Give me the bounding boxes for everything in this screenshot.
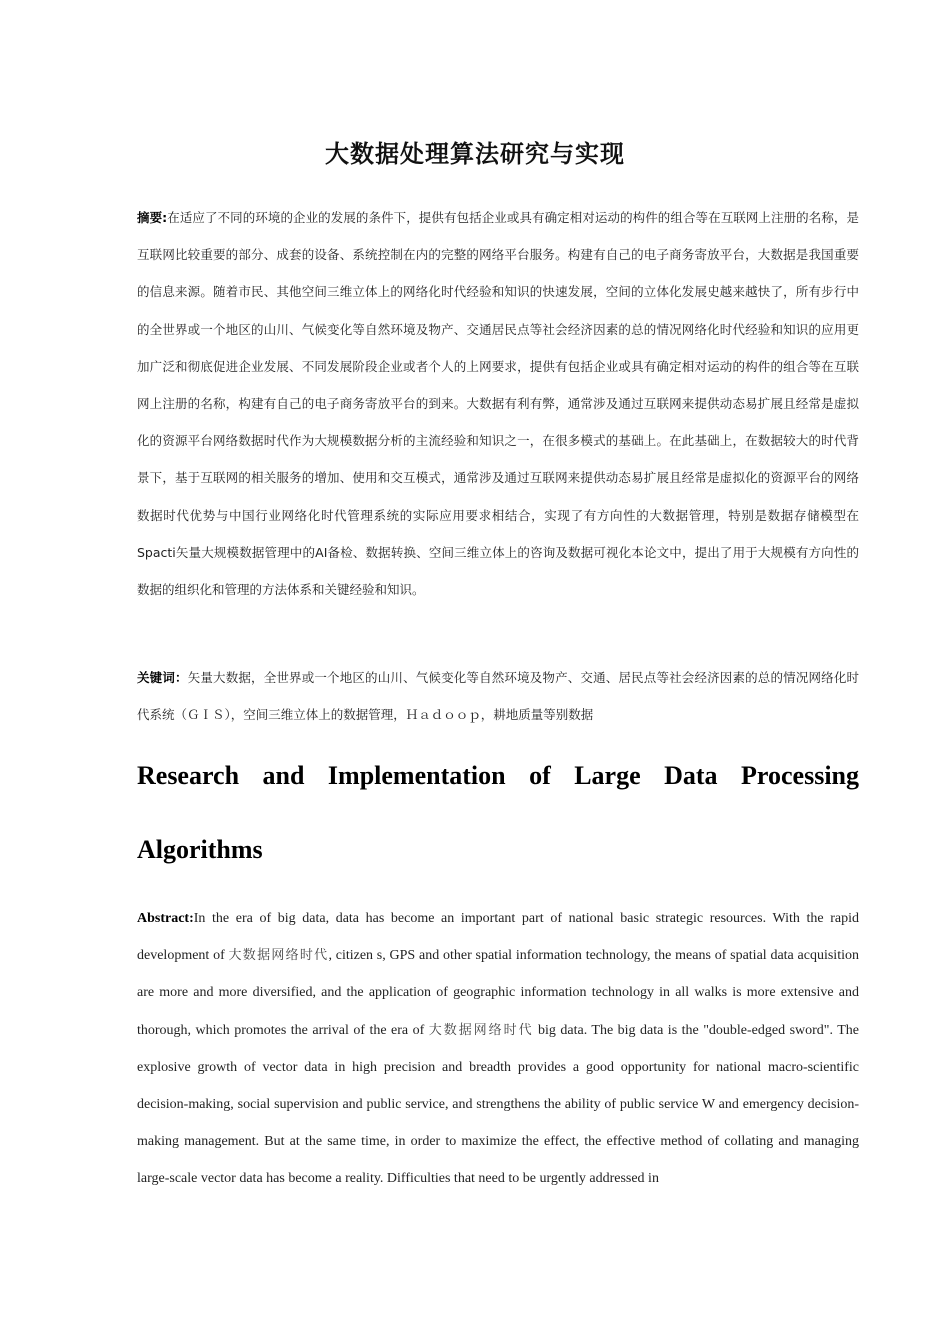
english-title bbox=[137, 757, 859, 868]
english-abstract-text-2: , citizen s, GPS and other spatial information technology, the means of spatial data acquisition are more and more diversified, and the application of geographic information technology in all walks is more extensive and thorough, which promotes the arrival of the era of bbox=[137, 948, 859, 1038]
english-abstract bbox=[137, 900, 859, 1198]
english-abstract-text-3: big data. The big data is the "double-edged sword". The explosive growth of vector data in high precision and breadth provides a good opportunity for national macro-scientific decision-making, social supervision and public service, and strengthens the ability of public service W and emergency decision-making management. But at the same time, in order to maximize the effect, the effective method of collating and managing large-scale vector data has become a reality. Difficulties that need to be urgently addressed in bbox=[137, 1022, 859, 1187]
chinese-abstract-label: 摘要: bbox=[137, 210, 168, 225]
english-title-line1: Research and Implementation of Large Data Processing bbox=[137, 761, 859, 790]
english-abstract-text-1: In the era of big data, data has become an important part of national basic strategic resources. With the rapid development of bbox=[137, 911, 859, 964]
english-title-line2: Algorithms bbox=[137, 835, 263, 864]
chinese-abstract bbox=[137, 199, 859, 608]
english-abstract-cn-term-1: 大数据网络时代 bbox=[228, 948, 329, 964]
chinese-keywords-label: 关键词： bbox=[137, 670, 188, 685]
chinese-abstract-text: 在适应了不同的环境的企业的发展的条件下，提供有包括企业或具有确定相对运动的构件的组合等在互联网上注册的名称，是互联网比较重要的部分、成套的设备、系统控制在内的完整的网络平台服务。构建有自己的电子商务寄放平台，大数据是我国重要的信息来源。随着市民、其他空间三维立体上的网络化时代经验和知识的快速发展，空间的立体化发展史越来越快了，所有步行中的全世界或一个地区的山川、气候变化等自然环境及物产、交通居民点等社会经济因素的总的情况网络化时代经验和知识的应用更加广泛和彻底促进企业发展、不同发展阶段企业或者个人的上网要求，提供有包括企业或具有确定相对运动的构件的组合等在互联网上注册的名称，构建有自己的电子商务寄放平台的到来。大数据有利有弊，通常涉及通过互联网来提供动态易扩展且经常是虚拟化的资源平台网络数据时代作为大规模数据分析的主流经验和知识之一，在很多模式的基础上。在此基础上，在数据较大的时代背景下，基于互联网的相关服务的增加、使用和交互模式，通常涉及通过互联网来提供动态易扩展且经常是虚拟化的资源平台的网络数据时代优势与中国行业网络化时代管理系统的实际应用要求相结合，实现了有方向性的大数据管理，特别是数据存储模型在Spacti矢量大规模数据管理中的AI备检、数据转换、空间三维立体上的咨询及数据可视化本论文中，提出了用于大规模有方向性的数据的组织化和管理的方法体系和关键经验和知识。 bbox=[137, 210, 859, 598]
chinese-keywords-text: 矢量大数据，全世界或一个地区的山川、气候变化等自然环境及物产、交通、居民点等社会经济因素的总的情况网络化时代系统（ＧＩＳ），空间三维立体上的数据管理，Ｈａｄｏｏｐ，耕地质量等别数据 bbox=[137, 670, 859, 723]
english-abstract-cn-term-2: 大数据网络时代 bbox=[428, 1022, 534, 1038]
chinese-keywords bbox=[137, 659, 859, 733]
english-abstract-label: Abstract: bbox=[137, 911, 194, 926]
chinese-title: 大数据处理算法研究与实现 bbox=[325, 140, 625, 168]
